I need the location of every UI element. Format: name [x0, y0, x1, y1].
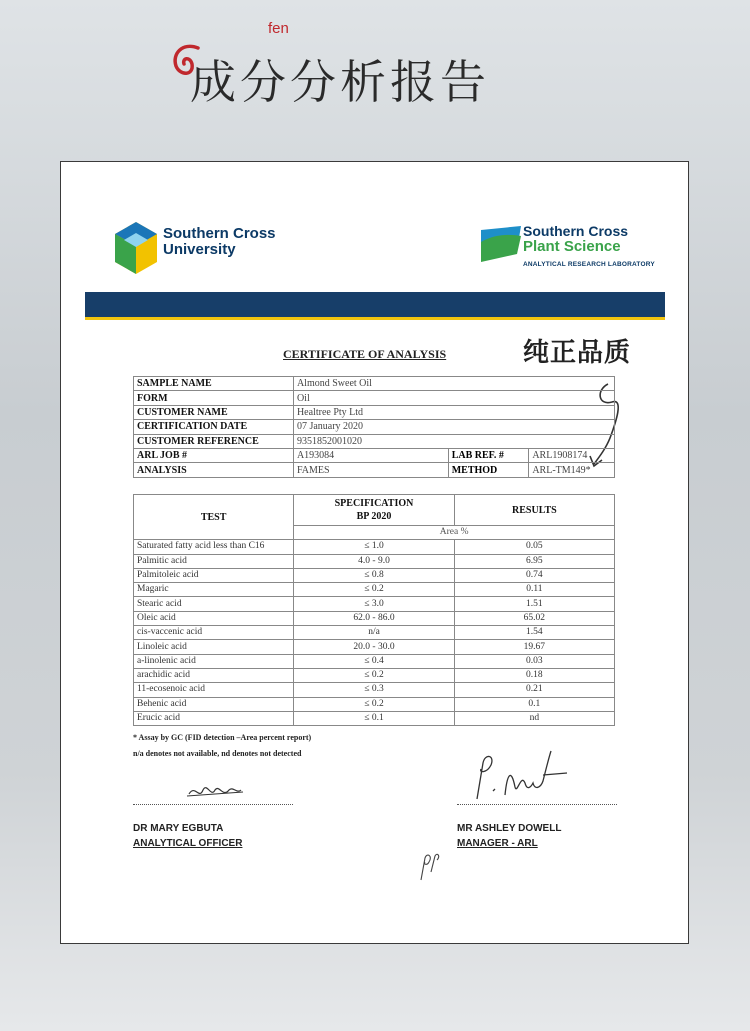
table-row — [134, 568, 615, 582]
signer-right: MR ASHLEY DOWELL MANAGER - ARL — [457, 823, 562, 849]
test-name: Magaric — [134, 583, 294, 597]
table-row — [134, 711, 615, 725]
result-value: 0.18 — [454, 668, 614, 682]
result-value: 0.21 — [454, 683, 614, 697]
signature-line-right — [457, 804, 617, 805]
table-row: CERTIFICATION DATE 07 January 2020 — [134, 420, 615, 434]
signature-line-left — [133, 804, 293, 805]
scps-leaf-icon — [481, 224, 521, 264]
footnote-assay: * Assay by GC (FID detection –Area percent report) — [133, 733, 312, 742]
initials-mark — [417, 852, 443, 882]
test-name: arachidic acid — [134, 668, 294, 682]
spec-value: ≤ 0.4 — [294, 654, 454, 668]
result-value: 19.67 — [454, 640, 614, 654]
spec-value: ≤ 0.2 — [294, 668, 454, 682]
test-name: Palmitoleic acid — [134, 568, 294, 582]
table-row — [134, 640, 615, 654]
result-value: nd — [454, 711, 614, 725]
table-row: ANALYSIS FAMES METHOD ARL-TM149* — [134, 463, 615, 477]
spec-value: ≤ 0.2 — [294, 583, 454, 597]
page-headline: 成分分析报告 — [190, 55, 490, 109]
table-row: CUSTOMER REFERENCE 9351852001020 — [134, 434, 615, 448]
result-value: 0.03 — [454, 654, 614, 668]
table-row — [134, 654, 615, 668]
results-table — [133, 494, 615, 726]
footnote-na: n/a denotes not available, nd denotes not detected — [133, 749, 302, 758]
signature-egbuta — [185, 780, 245, 802]
table-row — [134, 611, 615, 625]
test-name: a-linolenic acid — [134, 654, 294, 668]
table-row — [134, 683, 615, 697]
test-name: Linoleic acid — [134, 640, 294, 654]
result-value: 0.74 — [454, 568, 614, 582]
table-row: FORM Oil — [134, 391, 615, 405]
table-row: CUSTOMER NAME Healtree Pty Ltd — [134, 405, 615, 419]
certificate-title: CERTIFICATE OF ANALYSIS — [283, 347, 447, 361]
quality-stamp: 纯正品质 — [523, 338, 632, 368]
result-value: 0.05 — [454, 540, 614, 554]
spec-value: ≤ 0.2 — [294, 697, 454, 711]
test-name: cis-vaccenic acid — [134, 626, 294, 640]
spec-header: SPECIFICATION BP 2020 — [294, 495, 454, 526]
table-row: SAMPLE NAME Almond Sweet Oil — [134, 377, 615, 391]
test-name: 11-ecosenoic acid — [134, 683, 294, 697]
header-banner — [85, 292, 665, 320]
pinyin-label: fen — [268, 20, 289, 37]
results-header: RESULTS — [454, 495, 614, 526]
table-row — [134, 668, 615, 682]
spec-value: 20.0 - 30.0 — [294, 640, 454, 654]
table-row — [134, 597, 615, 611]
table-row — [134, 626, 615, 640]
result-value: 0.11 — [454, 583, 614, 597]
spec-value: ≤ 1.0 — [294, 540, 454, 554]
test-name: Saturated fatty acid less than C16 — [134, 540, 294, 554]
result-value: 6.95 — [454, 554, 614, 568]
result-value: 65.02 — [454, 611, 614, 625]
signer-left: DR MARY EGBUTA ANALYTICAL OFFICER — [133, 823, 243, 849]
scu-logo-text: Southern Cross University — [163, 225, 276, 258]
scps-logo-text: Southern Cross Plant Science ANALYTICAL RESEARCH LABORATORY — [523, 223, 655, 268]
page-header — [0, 0, 750, 160]
result-value: 1.51 — [454, 597, 614, 611]
test-name: Stearic acid — [134, 597, 294, 611]
table-row — [134, 540, 615, 554]
signature-dowell — [471, 747, 571, 802]
spec-value: 62.0 - 86.0 — [294, 611, 454, 625]
test-name: Behenic acid — [134, 697, 294, 711]
unit-label: Area % — [294, 526, 615, 540]
test-name: Palmitic acid — [134, 554, 294, 568]
table-row — [134, 697, 615, 711]
spec-value: ≤ 3.0 — [294, 597, 454, 611]
spec-value: ≤ 0.8 — [294, 568, 454, 582]
table-row: ARL JOB # A193084 LAB REF. # ARL1908174 — [134, 448, 615, 462]
spec-value: n/a — [294, 626, 454, 640]
certificate-frame — [60, 161, 689, 944]
sample-info-table — [133, 376, 615, 478]
result-value: 1.54 — [454, 626, 614, 640]
spec-value: 4.0 - 9.0 — [294, 554, 454, 568]
scu-shield-icon — [115, 222, 157, 274]
spec-value: ≤ 0.1 — [294, 711, 454, 725]
spec-value: ≤ 0.3 — [294, 683, 454, 697]
table-row — [134, 554, 615, 568]
test-name: Oleic acid — [134, 611, 294, 625]
test-header: TEST — [134, 495, 294, 540]
test-name: Erucic acid — [134, 711, 294, 725]
table-row — [134, 583, 615, 597]
result-value: 0.1 — [454, 697, 614, 711]
